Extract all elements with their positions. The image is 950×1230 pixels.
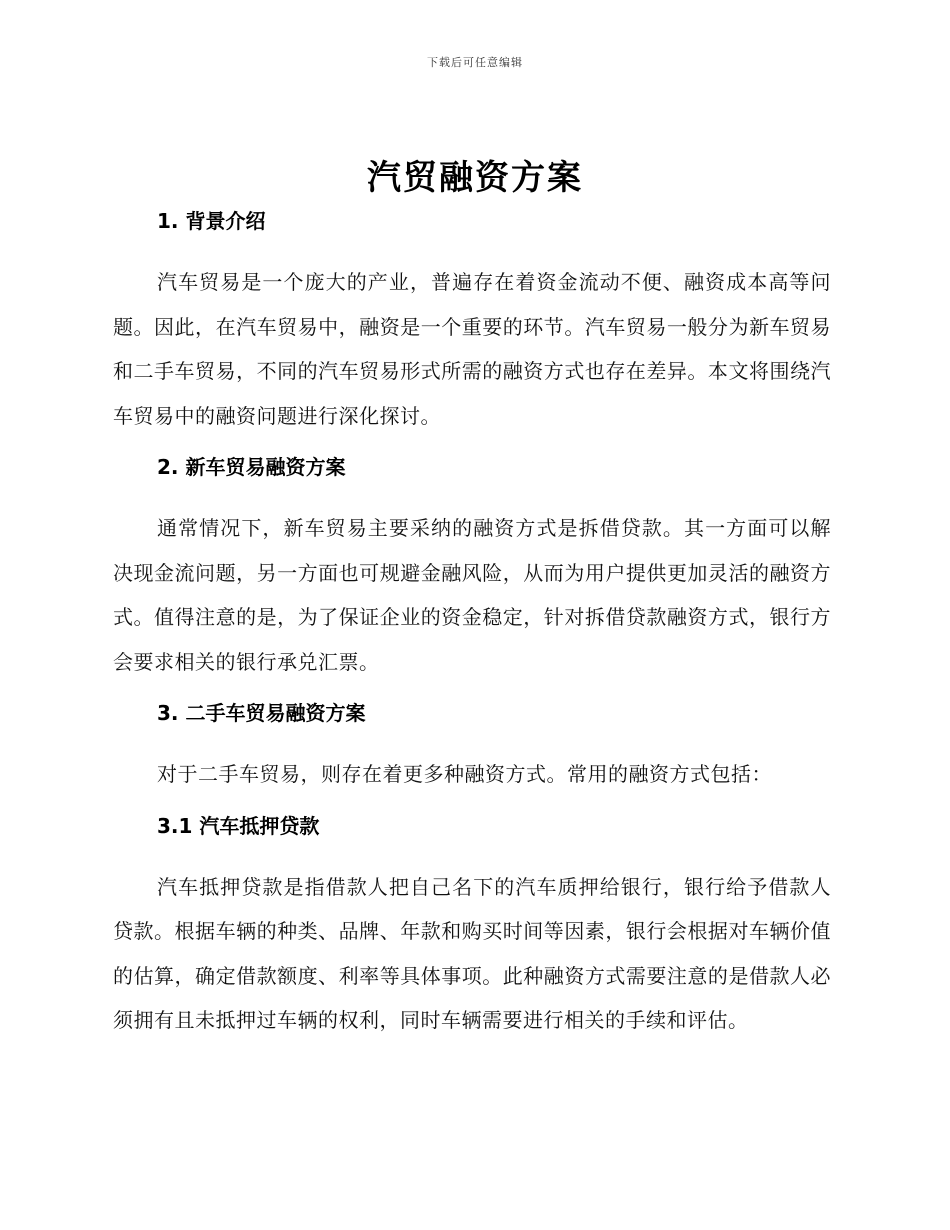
- document-body: [113, 204, 831, 1043]
- section-paragraph: 通常情况下，新车贸易主要采纳的融资方式是拆借贷款。其一方面可以解决现金流问题，另一方面也可规避金融风险，从而为用户提供更加灵活的融资方式。值得注意的是，为了保证企业的资金稳定，针对拆借贷款融资方式，银行方会要求相关的银行承兑汇票。: [113, 516, 831, 674]
- section-background: [113, 204, 831, 438]
- section-heading: 3. 二手车贸易融资方案: [157, 701, 366, 725]
- section-paragraph: 汽车抵押贷款是指借款人把自己名下的汽车质押给银行，银行给予借款人贷款。根据车辆的种类、品牌、年款和购买时间等因素，银行会根据对车辆价值的估算，确定借款额度、利率等具体事项。此种融资方式需要注意的是借款人必须拥有且未抵押过车辆的权利，同时车辆需要进行相关的手续和评估。: [113, 874, 831, 1032]
- section-paragraph: 汽车贸易是一个庞大的产业，普遍存在着资金流动不便、融资成本高等问题。因此，在汽车贸易中，融资是一个重要的环节。汽车贸易一般分为新车贸易和二手车贸易，不同的汽车贸易形式所需的融资方式也存在差异。本文将围绕汽车贸易中的融资问题进行深化探讨。: [113, 270, 831, 428]
- section-heading: 3.1 汽车抵押贷款: [157, 813, 320, 838]
- section-heading: 2. 新车贸易融资方案: [157, 455, 346, 479]
- section-new-car-financing: [113, 450, 831, 684]
- section-heading: 1. 背景介绍: [157, 209, 266, 233]
- section-paragraph: 对于二手车贸易，则存在着更多种融资方式。常用的融资方式包括：: [157, 762, 772, 786]
- document-title: 汽贸融资方案: [367, 158, 583, 198]
- page-header-note: 下载后可任意编辑: [427, 56, 523, 69]
- section-car-mortgage-loan: [113, 809, 831, 1043]
- section-used-car-financing: [113, 696, 831, 797]
